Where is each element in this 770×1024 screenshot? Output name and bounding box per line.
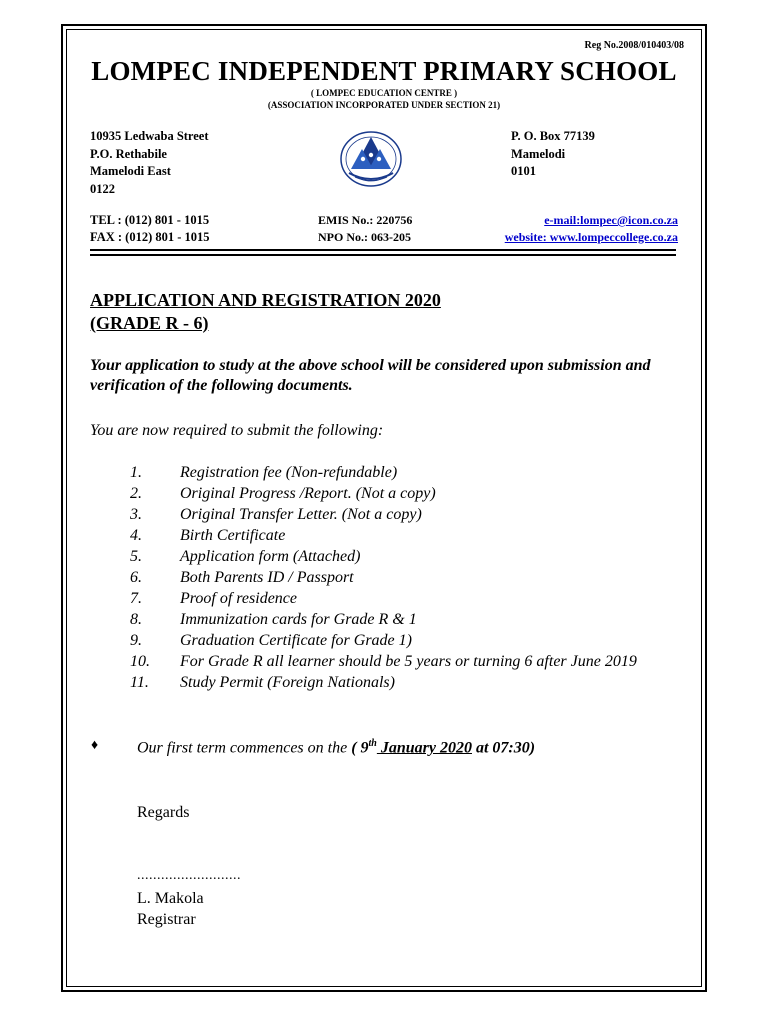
term-start-notice [137, 738, 535, 757]
postal-box: P. O. Box 77139 [511, 129, 595, 143]
list-item [130, 546, 670, 567]
item-text: Registration fee (Non-refundable) [180, 464, 398, 481]
item-number: 11. [130, 674, 149, 691]
registration-ids [318, 212, 412, 246]
page-title [90, 289, 441, 335]
postal-code: 0101 [511, 164, 536, 178]
item-number: 6. [130, 569, 142, 586]
regards-text: Regards [137, 804, 190, 821]
signatory-title: Registrar [137, 911, 196, 928]
address-code: 0122 [90, 181, 115, 196]
address-po: P.O. Rethabile [90, 146, 167, 161]
item-text: Application form (Attached) [180, 548, 361, 565]
npo-number: NPO No.: 063-205 [318, 230, 411, 244]
tel-number: TEL : (012) 801 - 1015 [90, 213, 210, 227]
item-number: 2. [130, 485, 142, 502]
online-contacts [470, 212, 678, 246]
diamond-bullet-icon: ♦ [91, 738, 99, 753]
item-text: Immunization cards for Grade R & 1 [180, 611, 417, 628]
item-number: 4. [130, 527, 142, 544]
email-link[interactable]: e-mail:lompec@icon.co.za [544, 213, 678, 227]
school-subtitle-1: ( LOMPEC EDUCATION CENTRE ) [310, 88, 458, 98]
list-item [130, 567, 670, 588]
item-number: 5. [130, 548, 142, 565]
item-text: For Grade R all learner should be 5 years or turning 6 after June 2019 [180, 653, 637, 670]
list-item [130, 651, 670, 672]
list-item [130, 525, 670, 546]
item-number: 9. [130, 632, 142, 649]
postal-city: Mamelodi [511, 146, 566, 161]
item-text: Graduation Certificate for Grade 1) [180, 632, 412, 649]
list-item [130, 609, 670, 630]
list-item [130, 630, 670, 651]
street-address [90, 128, 209, 198]
list-item [130, 462, 670, 483]
phone-numbers [90, 212, 210, 246]
website-link[interactable]: website: www.lompeccollege.co.za [504, 230, 678, 244]
title-line-2: (GRADE R - 6) [90, 313, 209, 333]
list-item [130, 504, 670, 525]
postal-address [511, 128, 595, 181]
term-open: ( 9 [351, 739, 369, 757]
registration-number: Reg No.2008/010403/08 [584, 40, 684, 51]
fax-number: FAX : (012) 801 - 1015 [90, 230, 210, 244]
header-divider [90, 249, 676, 256]
term-day-suffix: th [368, 738, 377, 749]
signature-line: .......................... [137, 868, 241, 883]
address-area: Mamelodi East [90, 164, 171, 178]
signatory [137, 888, 204, 930]
term-time: at 07:30) [471, 739, 536, 757]
item-number: 3. [130, 506, 142, 523]
title-line-1: APPLICATION AND REGISTRATION 2020 [90, 290, 441, 310]
term-date: January 2020 [376, 739, 472, 757]
item-text: Proof of residence [180, 590, 298, 607]
school-name: LOMPEC INDEPENDENT PRIMARY SCHOOL [91, 56, 677, 86]
item-number: 10. [130, 653, 150, 670]
item-number: 8. [130, 611, 142, 628]
list-item [130, 672, 670, 693]
term-prefix: Our first term commences on the [137, 739, 348, 757]
school-subtitle-2: (ASSOCIATION INCORPORATED UNDER SECTION 21) [267, 100, 501, 110]
list-item [130, 588, 670, 609]
emis-number: EMIS No.: 220756 [318, 213, 413, 227]
item-text: Both Parents ID / Passport [180, 569, 354, 586]
item-text: Original Transfer Letter. (Not a copy) [180, 506, 422, 523]
required-documents-list [130, 462, 670, 693]
intro-paragraph: Your application to study at the above school will be considered upon submission and verification of the following documents. [90, 357, 651, 394]
item-text: Original Progress /Report. (Not a copy) [180, 485, 436, 502]
signatory-name: L. Makola [137, 890, 204, 907]
item-number: 1. [130, 464, 142, 481]
school-crest-icon [333, 129, 409, 189]
address-street: 10935 Ledwaba Street [90, 129, 209, 143]
requirements-lead: You are now required to submit the following: [90, 422, 384, 439]
item-number: 7. [130, 590, 142, 607]
list-item [130, 483, 670, 504]
item-text: Birth Certificate [180, 527, 286, 544]
item-text: Study Permit (Foreign Nationals) [180, 674, 395, 691]
